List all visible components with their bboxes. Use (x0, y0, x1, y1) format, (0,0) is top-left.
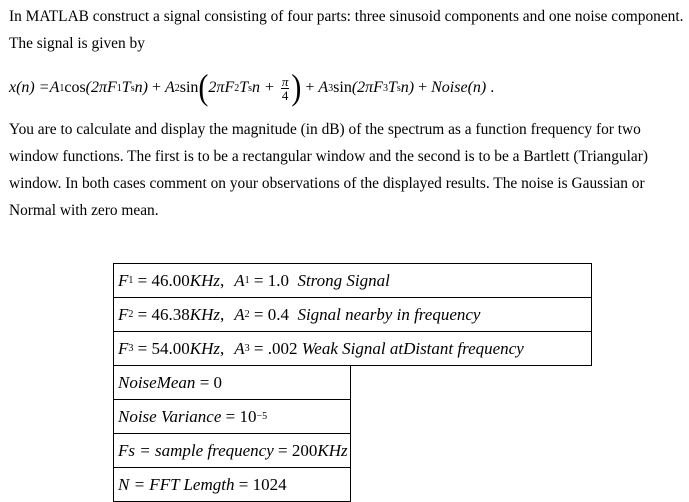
param-row-fft-length: N = FFT Lemgth = 1024 (114, 468, 351, 502)
param-row-noise-variance: Noise Variance = 10 −5 (114, 400, 351, 434)
param-row-noise-mean: NoiseMean = 0 (114, 366, 351, 400)
param-row-sample-frequency: Fs = sample frequency = 200 KHz (114, 434, 351, 468)
param-row-f1: F 1 = 46.00 KHz , A 1 = 1.0 Strong Signal (114, 263, 592, 298)
intro-paragraph: In MATLAB construct a signal consisting of four parts: three sinusoid components and one noise component. The signal is given by (9, 8, 684, 52)
task-paragraph: You are to calculate and display the magnitude (in dB) of the spectrum as a function frequency for two window functions. The first is to be a rectangular window and the second is to be a Bartlett (Triangular) window. In both cases comment on your observations of the displayed results. The noise is Gaussian or Normal with zero mean. (9, 121, 648, 219)
param-row-f3: F 3 = 54.00 KHz , A 3 = .002 Weak Signal atDistant frequency (114, 332, 592, 366)
signal-equation: x(n) = A 1 cos (2πF 1 T s n) + A 2 sin ( 2πF 2 T s n + $\frac{\pi}{4}$ ) + A 3 sin (2πF 3 T s n) + Noise (n) . (9, 67, 495, 108)
pi-over-four-fraction: $\frac{\pi}{4}$ (281, 73, 289, 103)
param-row-f2: F 2 = 46.38 KHz , A 2 = 0.4 Signal nearby in frequency (114, 298, 592, 332)
parameter-table (113, 263, 592, 502)
